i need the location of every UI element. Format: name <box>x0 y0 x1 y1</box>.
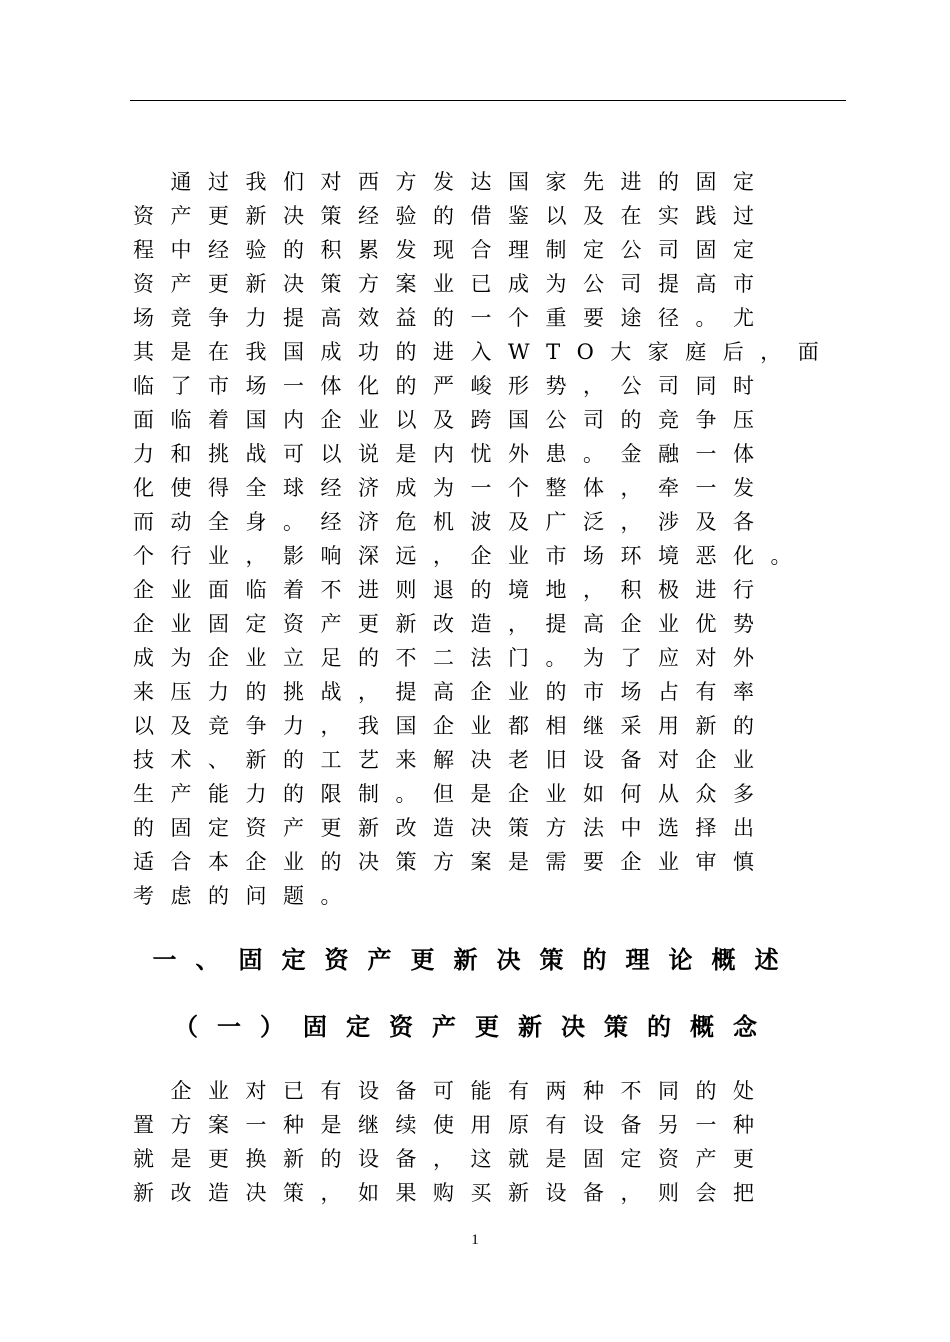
text-line: 技术、新的工艺来解决老旧设备对企业 <box>133 748 771 772</box>
subsection-heading: （一）固定资产更新决策的概念 <box>174 1013 776 1041</box>
header-rule <box>130 100 846 101</box>
text-line: 成为企业立足的不二法门。为了应对外 <box>133 646 771 670</box>
text-line: 的固定资产更新改造决策方法中选择出 <box>133 816 771 840</box>
text-line: 企业固定资产更新改造，提高企业优势 <box>133 612 771 636</box>
text-line: 化使得全球经济成为一个整体，牵一发 <box>133 476 771 500</box>
text-line: 程中经验的积累发现合理制定公司固定 <box>133 238 771 262</box>
text-line: 考虑的问题。 <box>133 884 358 908</box>
text-line: 通过我们对西方发达国家先进的固定 <box>133 170 771 194</box>
text-line: 企业面临着不进则退的境地，积极进行 <box>133 578 771 602</box>
body-paragraph-concept <box>133 1074 771 1210</box>
text-line: 就是更换新的设备，这就是固定资产更 <box>133 1147 771 1171</box>
text-line: 置方案一种是继续使用原有设备另一种 <box>133 1113 771 1137</box>
text-line: 来压力的挑战，提高企业的市场占有率 <box>133 680 771 704</box>
text-line: 而动全身。经济危机波及广泛，涉及各 <box>133 510 771 534</box>
text-line: 个行业，影响深远，企业市场环境恶化。 <box>133 544 808 568</box>
text-line: 以及竞争力，我国企业都相继采用新的 <box>133 714 771 738</box>
text-line: 企业对已有设备可能有两种不同的处 <box>133 1079 771 1103</box>
text-line: 临了市场一体化的严峻形势，公司同时 <box>133 374 771 398</box>
page-number: 1 <box>471 1232 479 1248</box>
text-line: 场竞争力提高效益的一个重要途径。尤 <box>133 306 771 330</box>
body-paragraph-intro <box>133 165 835 913</box>
text-line: 其是在我国成功的进入WTO大家庭后，面 <box>133 340 836 364</box>
text-line: 资产更新决策方案业已成为公司提高市 <box>133 272 771 296</box>
text-line: 力和挑战可以说是内忧外患。金融一体 <box>133 442 771 466</box>
text-line: 面临着国内企业以及跨国公司的竞争压 <box>133 408 771 432</box>
text-line: 资产更新决策经验的借鉴以及在实践过 <box>133 204 771 228</box>
text-line: 适合本企业的决策方案是需要企业审慎 <box>133 850 771 874</box>
text-line: 生产能力的限制。但是企业如何从众多 <box>133 782 771 806</box>
text-line: 新改造决策，如果购买新设备，则会把 <box>133 1181 771 1205</box>
section-heading: 一、固定资产更新决策的理论概述 <box>152 946 798 974</box>
